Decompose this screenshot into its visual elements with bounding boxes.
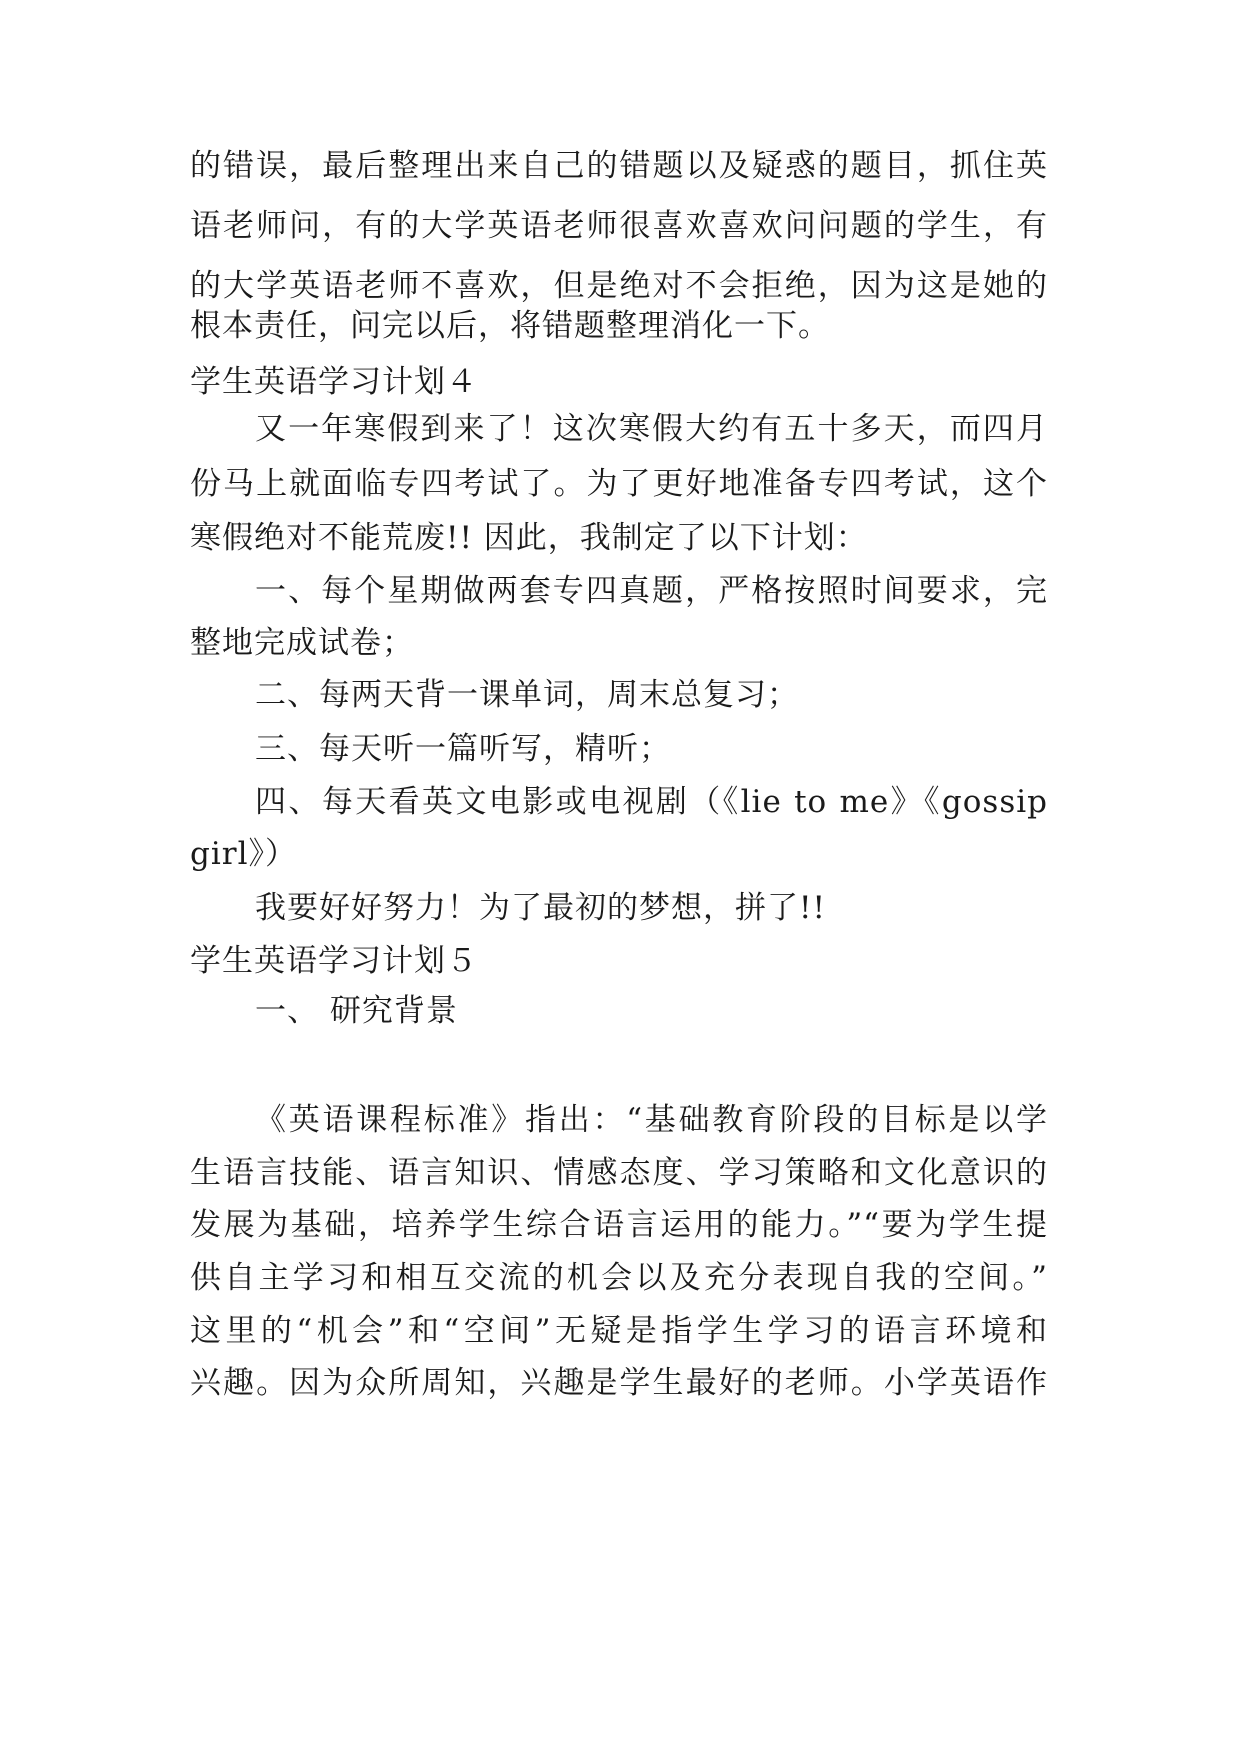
paragraph-line: 又一年寒假到来了！这次寒假大约有五十多天，而四月 — [255, 411, 1048, 447]
paragraph-line: girl》） — [190, 836, 297, 872]
paragraph-line: 的错误，最后整理出来自己的错题以及疑惑的题目，抓住英 — [190, 148, 1048, 184]
paragraph-line: 语老师问，有的大学英语老师很喜欢喜欢问问题的学生，有 — [190, 208, 1048, 244]
paragraph-line: 整地完成试卷； — [190, 625, 414, 661]
list-item: 三、每天听一篇听写，精听； — [255, 731, 671, 767]
paragraph-line: 发展为基础，培养学生综合语言运用的能力。”“要为学生提 — [190, 1207, 1048, 1243]
paragraph-line: 《英语课程标准》指出：“基础教育阶段的目标是以学 — [255, 1102, 1048, 1138]
paragraph-line: 寒假绝对不能荒废!! 因此，我制定了以下计划： — [190, 520, 868, 556]
section-heading: 学生英语学习计划４ — [190, 364, 478, 400]
paragraph-line: 的大学英语老师不喜欢，但是绝对不会拒绝，因为这是她的 — [190, 268, 1048, 304]
paragraph-line: 供自主学习和相互交流的机会以及充分表现自我的空间。” — [190, 1260, 1048, 1296]
paragraph-line: 份马上就面临专四考试了。为了更好地准备专四考试，这个 — [190, 466, 1048, 502]
section-heading: 学生英语学习计划５ — [190, 943, 478, 979]
paragraph-line: 生语言技能、语言知识、情感态度、学习策略和文化意识的 — [190, 1155, 1048, 1191]
list-item: 四、每天看英文电影或电视剧（《lie to me》《gossip — [255, 784, 1048, 820]
list-item: 一、每个星期做两套专四真题，严格按照时间要求，完 — [255, 573, 1048, 609]
paragraph-line: 根本责任，问完以后，将错题整理消化一下。 — [190, 308, 830, 344]
subsection-heading: 一、 研究背景 — [255, 993, 458, 1029]
paragraph-line: 我要好好努力！为了最初的梦想，拼了!! — [255, 890, 826, 926]
list-item: 二、每两天背一课单词，周末总复习； — [255, 677, 799, 713]
paragraph-line: 这里的“机会”和“空间”无疑是指学生学习的语言环境和 — [190, 1313, 1048, 1349]
paragraph-line: 兴趣。因为众所周知，兴趣是学生最好的老师。小学英语作 — [190, 1365, 1048, 1401]
